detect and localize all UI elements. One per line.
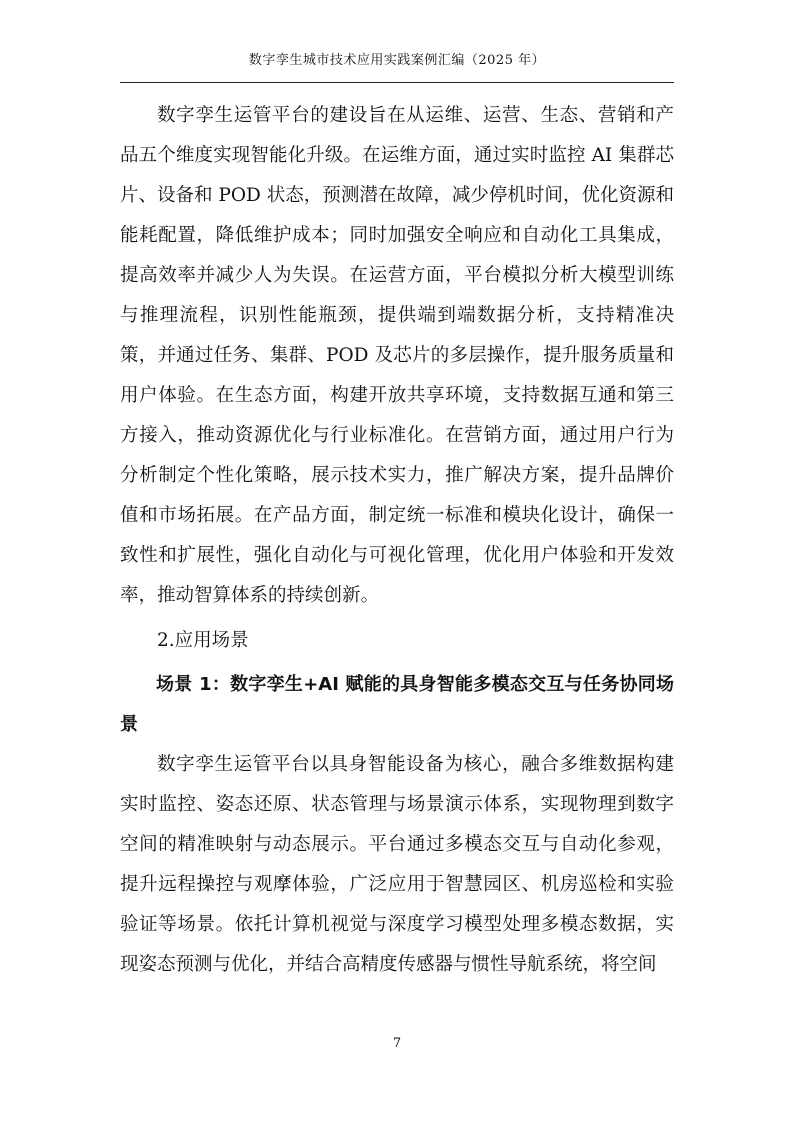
document-body <box>120 96 674 985</box>
scenario-heading: 场景 1：数字孪生+AI 赋能的具身智能多模态交互与任务协同场景 <box>120 674 674 735</box>
body-paragraph: 数字孪生运管平台以具身智能设备为核心，融合多维数据构建实时监控、姿态还原、状态管理与场景演示体系，实现物理到数字空间的精准映射与动态展示。平台通过多模态交互与自动化参观，提升远程操控与观摩体验，广泛应用于智慧园区、机房巡检和实验验证等场景。依托计算机视觉与深度学习模型处理多模态数据，实现姿态预测与优化，并结合高精度传感器与惯性导航系统，将空间 <box>120 754 674 975</box>
body-paragraph: 数字孪生运管平台的建设旨在从运维、运营、生态、营销和产品五个维度实现智能化升级。在运维方面，通过实时监控 AI 集群芯片、设备和 POD 状态，预测潜在故障，减少停机时间，优化资源和能耗配置，降低维护成本；同时加强安全响应和自动化工具集成，提高效率并减少人为失误。在运营方面，平台模拟分析大模型训练与推理流程，识别性能瓶颈，提供端到端数据分析，支持精准决策，并通过任务、集群、POD 及芯片的多层操作，提升服务质量和用户体验。在生态方面，构建开放共享环境，支持数据互通和第三方接入，推动资源优化与行业标准化。在营销方面，通过用户行为分析制定个性化策略，展示技术实力，推广解决方案，提升品牌价值和市场拓展。在产品方面，制定统一标准和模块化设计，确保一致性和扩展性，强化自动化与可视化管理，优化用户体验和开发效率，推动智算体系的持续创新。 <box>120 105 674 606</box>
section-heading: 2.应用场景 <box>157 630 249 651</box>
header-divider <box>120 82 674 83</box>
page-number: 7 <box>392 1036 402 1051</box>
running-header: 数字孪生城市技术应用实践案例汇编（2025 年） <box>248 53 546 68</box>
